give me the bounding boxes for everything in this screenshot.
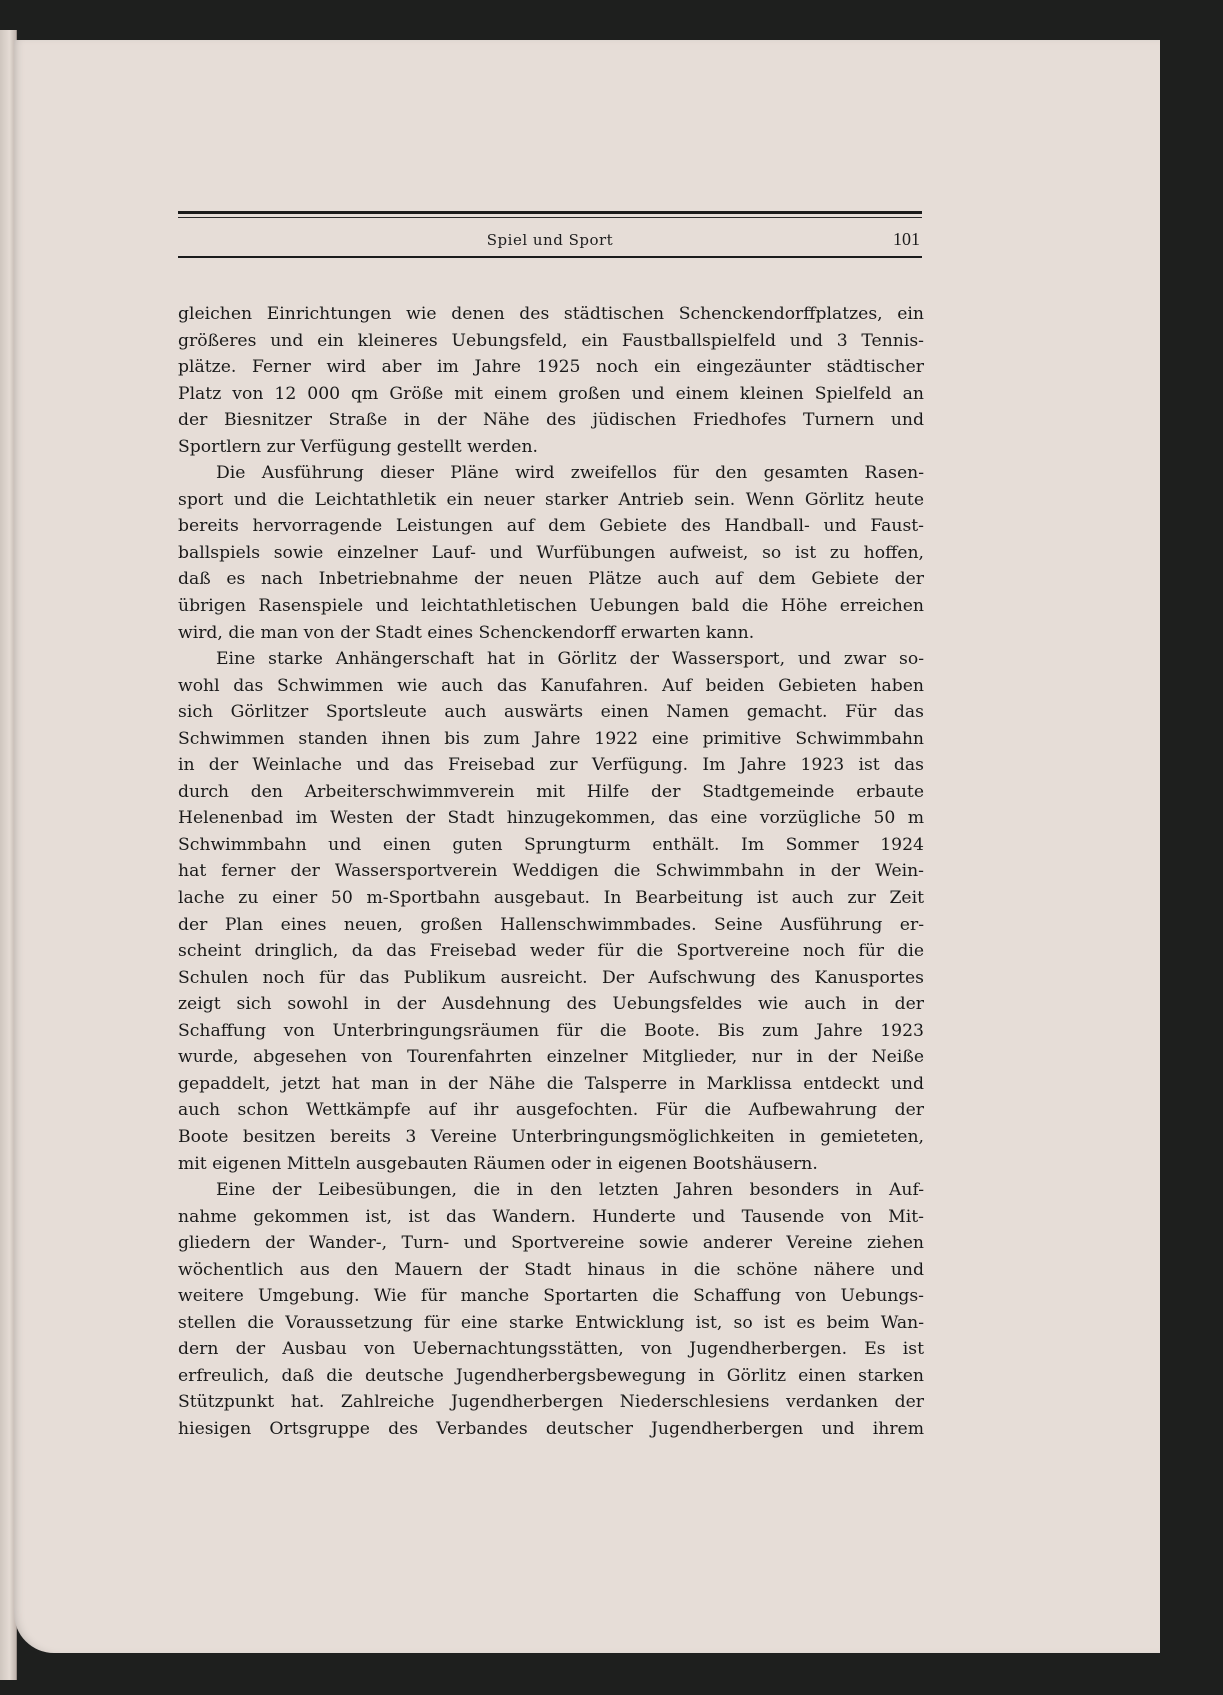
text-line: daß es nach Inbetriebnahme der neuen Plätze auch auf dem Gebiete der [178,569,924,590]
text-line: wird, die man von der Stadt eines Schenckendorff erwarten kann. [178,622,755,643]
text-line: erfreulich, daß die deutsche Jugendherbergsbewegung in Görlitz einen starken [178,1365,924,1386]
text-line: lache zu einer 50 m-Sportbahn ausgebaut. In Bearbeitung ist auch zur Zeit [178,888,924,909]
header-rule-thin [178,217,922,218]
text-line: wurde, abgesehen von Tourenfahrten einzelner Mitglieder, nur in der Neiße [178,1047,924,1068]
text-line: Eine starke Anhängerschaft hat in Görlitz der Wassersport, und zwar so- [216,649,924,670]
text-line: stellen die Voraussetzung für eine starke Entwicklung ist, so ist es beim Wan- [178,1312,924,1333]
running-head [178,222,922,256]
header-rule-bottom [178,256,922,258]
text-line: sport und die Leichtathletik ein neuer starker Antrieb sein. Wenn Görlitz heute [178,489,924,510]
page-header [178,211,922,258]
text-line: Boote besitzen bereits 3 Vereine Unterbringungsmöglichkeiten in gemieteten, [178,1126,924,1147]
text-line: sich Görlitzer Sportsleute auch auswärts einen Namen gemacht. Für das [178,702,924,723]
text-line: größeres und ein kleineres Uebungsfeld, ein Faustballspielfeld und 3 Tennis- [178,330,924,351]
text-line: scheint dringlich, da das Freisebad weder für die Sportvereine noch für die [178,941,924,962]
text-line: hat ferner der Wassersportverein Weddigen die Schwimmbahn in der Wein- [178,861,924,882]
text-line: Die Ausführung dieser Pläne wird zweifellos für den gesamten Rasen- [216,463,924,484]
text-line: durch den Arbeiterschwimmverein mit Hilfe der Stadtgemeinde erbaute [178,781,924,802]
text-line: Helenenbad im Westen der Stadt hinzugekommen, das eine vorzügliche 50 m [178,808,924,829]
text-line: gleichen Einrichtungen wie denen des städtischen Schenckendorffplatzes, ein [178,304,924,324]
text-line: Schaffung von Unterbringungsräumen für die Boote. Bis zum Jahre 1923 [178,1020,924,1041]
text-line: Sportlern zur Verfügung gestellt werden. [178,436,538,457]
text-line: plätze. Ferner wird aber im Jahre 1925 noch ein eingezäunter städtischer [178,357,924,378]
page-number: 101 [893,229,920,249]
text-line: hiesigen Ortsgruppe des Verbandes deutscher Jugendherbergen und ihrem [178,1418,924,1439]
text-line: Schwimmen standen ihnen bis zum Jahre 1922 eine primitive Schwimmbahn [178,728,924,749]
body-text [178,301,924,1443]
text-line: gliedern der Wander-, Turn- und Sportvereine sowie anderer Vereine ziehen [178,1233,924,1254]
text-line: bereits hervorragende Leistungen auf dem Gebiete des Handball- und Faust- [178,516,924,537]
text-line: ballspiels sowie einzelner Lauf- und Wurfübungen aufweist, so ist zu hoffen, [178,542,924,563]
text-line: Eine der Leibesübungen, die in den letzten Jahren besonders in Auf- [216,1180,924,1201]
text-line: übrigen Rasenspiele und leichtathletischen Uebungen bald die Höhe erreichen [178,596,924,617]
text-line: nahme gekommen ist, ist das Wandern. Hunderte und Tausende von Mit- [178,1206,924,1227]
text-line: der Plan eines neuen, großen Hallenschwimmbades. Seine Ausführung er- [178,914,924,935]
text-line: Schwimmbahn und einen guten Sprungturm enthält. Im Sommer 1924 [178,834,924,855]
text-line: Platz von 12 000 qm Größe mit einem großen und einem kleinen Spielfeld an [178,383,924,404]
text-line: Stützpunkt hat. Zahlreiche Jugendherbergen Niederschlesiens verdanken der [178,1392,924,1413]
text-line: in der Weinlache und das Freisebad zur Verfügung. Im Jahre 1923 ist das [178,755,924,776]
text-line: wohl das Schwimmen wie auch das Kanufahren. Auf beiden Gebieten haben [178,675,924,696]
text-line: zeigt sich sowohl in der Ausdehnung des Uebungsfeldes wie auch in der [178,994,924,1015]
text-line: wöchentlich aus den Mauern der Stadt hinaus in die schöne nähere und [178,1259,924,1280]
text-line: dern der Ausbau von Uebernachtungsstätten, von Jugendherbergen. Es ist [178,1339,924,1360]
book-page [14,40,1160,1653]
text-line: auch schon Wettkämpfe auf ihr ausgefochten. Für die Aufbewahrung der [178,1100,924,1121]
text-line: gepaddelt, jetzt hat man in der Nähe die Talsperre in Marklissa entdeckt und [178,1073,924,1094]
text-line: mit eigenen Mitteln ausgebauten Räumen oder in eigenen Bootshäusern. [178,1153,818,1174]
running-title: Spiel und Sport [486,231,614,249]
text-line: weitere Umgebung. Wie für manche Sportarten die Schaffung von Uebungs- [178,1286,924,1307]
text-line: Schulen noch für das Publikum ausreicht. Der Aufschwung des Kanusportes [178,967,924,988]
header-rule-thick [178,211,922,214]
text-line: der Biesnitzer Straße in der Nähe des jüdischen Friedhofes Turnern und [178,410,924,431]
